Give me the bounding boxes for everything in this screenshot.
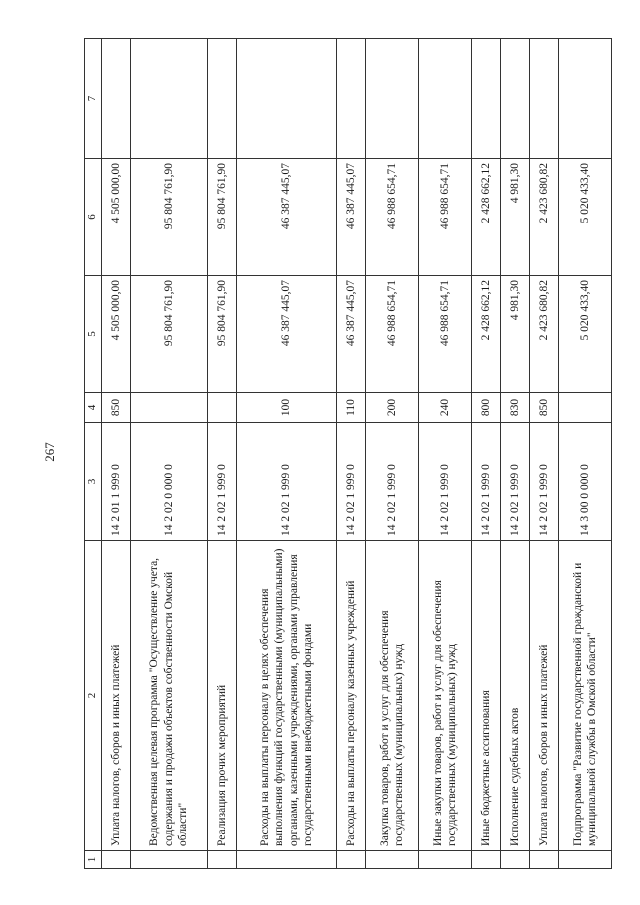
- row-spacer-cell: [472, 851, 501, 869]
- row-value-6-cell: 2 428 662,12: [472, 159, 501, 276]
- row-value-7-cell: [501, 39, 530, 159]
- rotated-page: [84, 39, 612, 869]
- row-code-cell: 14 3 00 0 000 0: [559, 423, 612, 541]
- row-value-7-cell: [530, 39, 559, 159]
- row-name-cell: Подпрограмма "Развитие государственной гражданской и муниципальной службы в Омской области": [559, 541, 612, 851]
- budget-table: [84, 38, 612, 869]
- row-spacer-cell: [559, 851, 612, 869]
- row-code-cell: 14 2 02 0 000 0: [130, 423, 207, 541]
- row-code-cell: 14 2 02 1 999 0: [472, 423, 501, 541]
- row-value-5-cell: 46 387 445,07: [337, 276, 366, 393]
- row-value-6-cell: 4 505 000,00: [102, 159, 131, 276]
- row-code-cell: 14 2 02 1 999 0: [207, 423, 236, 541]
- page-number: 267: [42, 442, 57, 462]
- column-header-4: 4: [85, 393, 102, 423]
- row-value-7-cell: [236, 39, 337, 159]
- row-value-5-cell: 4 505 000,00: [102, 276, 131, 393]
- row-kind-cell: [559, 393, 612, 423]
- row-value-5-cell: 2 423 680,82: [530, 276, 559, 393]
- row-kind-cell: 110: [337, 393, 366, 423]
- row-value-7-cell: [337, 39, 366, 159]
- table-row: [501, 39, 530, 869]
- row-kind-cell: 100: [236, 393, 337, 423]
- row-code-cell: 14 2 01 1 999 0: [102, 423, 131, 541]
- row-spacer-cell: [236, 851, 337, 869]
- row-value-7-cell: [102, 39, 131, 159]
- row-code-cell: 14 2 02 1 999 0: [337, 423, 366, 541]
- row-value-7-cell: [559, 39, 612, 159]
- row-kind-cell: [207, 393, 236, 423]
- row-value-6-cell: 95 804 761,90: [207, 159, 236, 276]
- row-value-6-cell: 4 981,30: [501, 159, 530, 276]
- row-spacer-cell: [130, 851, 207, 869]
- row-value-6-cell: 5 020 433,40: [559, 159, 612, 276]
- row-spacer-cell: [102, 851, 131, 869]
- row-kind-cell: [130, 393, 207, 423]
- row-code-cell: 14 2 02 1 999 0: [366, 423, 419, 541]
- row-code-cell: 14 2 02 1 999 0: [530, 423, 559, 541]
- table-row: [419, 39, 472, 869]
- column-header-7: 7: [85, 39, 102, 159]
- table-row: [337, 39, 366, 869]
- row-value-7-cell: [130, 39, 207, 159]
- row-kind-cell: 800: [472, 393, 501, 423]
- row-name-cell: Иные закупки товаров, работ и услуг для обеспечения государственных (муниципальных) нужд: [419, 541, 472, 851]
- table-row: [102, 39, 131, 869]
- row-spacer-cell: [207, 851, 236, 869]
- row-value-6-cell: 46 387 445,07: [337, 159, 366, 276]
- row-kind-cell: 200: [366, 393, 419, 423]
- row-spacer-cell: [337, 851, 366, 869]
- column-header-2: 2: [85, 541, 102, 851]
- row-value-6-cell: 95 804 761,90: [130, 159, 207, 276]
- row-value-5-cell: 2 428 662,12: [472, 276, 501, 393]
- row-name-cell: Расходы на выплаты персоналу казенных учреждений: [337, 541, 366, 851]
- table-row: [130, 39, 207, 869]
- row-name-cell: Ведомственная целевая программа "Осуществление учета, содержания и продажи объектов собственности Омской области": [130, 541, 207, 851]
- table-row: [472, 39, 501, 869]
- table-row: [530, 39, 559, 869]
- row-value-7-cell: [207, 39, 236, 159]
- table-row: [207, 39, 236, 869]
- row-value-6-cell: 46 387 445,07: [236, 159, 337, 276]
- row-kind-cell: 850: [102, 393, 131, 423]
- row-value-5-cell: 5 020 433,40: [559, 276, 612, 393]
- row-kind-cell: 830: [501, 393, 530, 423]
- row-name-cell: Закупка товаров, работ и услуг для обеспечения государственных (муниципальных) нужд: [366, 541, 419, 851]
- row-kind-cell: 850: [530, 393, 559, 423]
- row-value-5-cell: 95 804 761,90: [207, 276, 236, 393]
- row-name-cell: Уплата налогов, сборов и иных платежей: [530, 541, 559, 851]
- row-value-5-cell: 46 988 654,71: [419, 276, 472, 393]
- column-header-1: 1: [85, 851, 102, 869]
- row-value-5-cell: 46 387 445,07: [236, 276, 337, 393]
- row-value-5-cell: 4 981,30: [501, 276, 530, 393]
- header-row: [85, 39, 102, 869]
- column-header-5: 5: [85, 276, 102, 393]
- row-value-7-cell: [419, 39, 472, 159]
- row-value-6-cell: 46 988 654,71: [366, 159, 419, 276]
- row-kind-cell: 240: [419, 393, 472, 423]
- row-value-5-cell: 46 988 654,71: [366, 276, 419, 393]
- table-row: [366, 39, 419, 869]
- row-code-cell: 14 2 02 1 999 0: [419, 423, 472, 541]
- row-value-6-cell: 2 423 680,82: [530, 159, 559, 276]
- column-header-6: 6: [85, 159, 102, 276]
- row-code-cell: 14 2 02 1 999 0: [501, 423, 530, 541]
- table-row: [236, 39, 337, 869]
- row-value-7-cell: [472, 39, 501, 159]
- row-name-cell: Исполнение судебных актов: [501, 541, 530, 851]
- column-header-3: 3: [85, 423, 102, 541]
- row-name-cell: Расходы на выплаты персоналу в целях обеспечения выполнения функций государственными (муниципальными) органами, казенными учреждениями, органами управления государственными внебюджетными фондами: [236, 541, 337, 851]
- row-name-cell: Реализация прочих мероприятий: [207, 541, 236, 851]
- row-spacer-cell: [530, 851, 559, 869]
- row-value-5-cell: 95 804 761,90: [130, 276, 207, 393]
- row-name-cell: Иные бюджетные ассигнования: [472, 541, 501, 851]
- row-value-7-cell: [366, 39, 419, 159]
- row-value-6-cell: 46 988 654,71: [419, 159, 472, 276]
- row-spacer-cell: [501, 851, 530, 869]
- row-spacer-cell: [366, 851, 419, 869]
- row-name-cell: Уплата налогов, сборов и иных платежей: [102, 541, 131, 851]
- table-row: [559, 39, 612, 869]
- row-code-cell: 14 2 02 1 999 0: [236, 423, 337, 541]
- row-spacer-cell: [419, 851, 472, 869]
